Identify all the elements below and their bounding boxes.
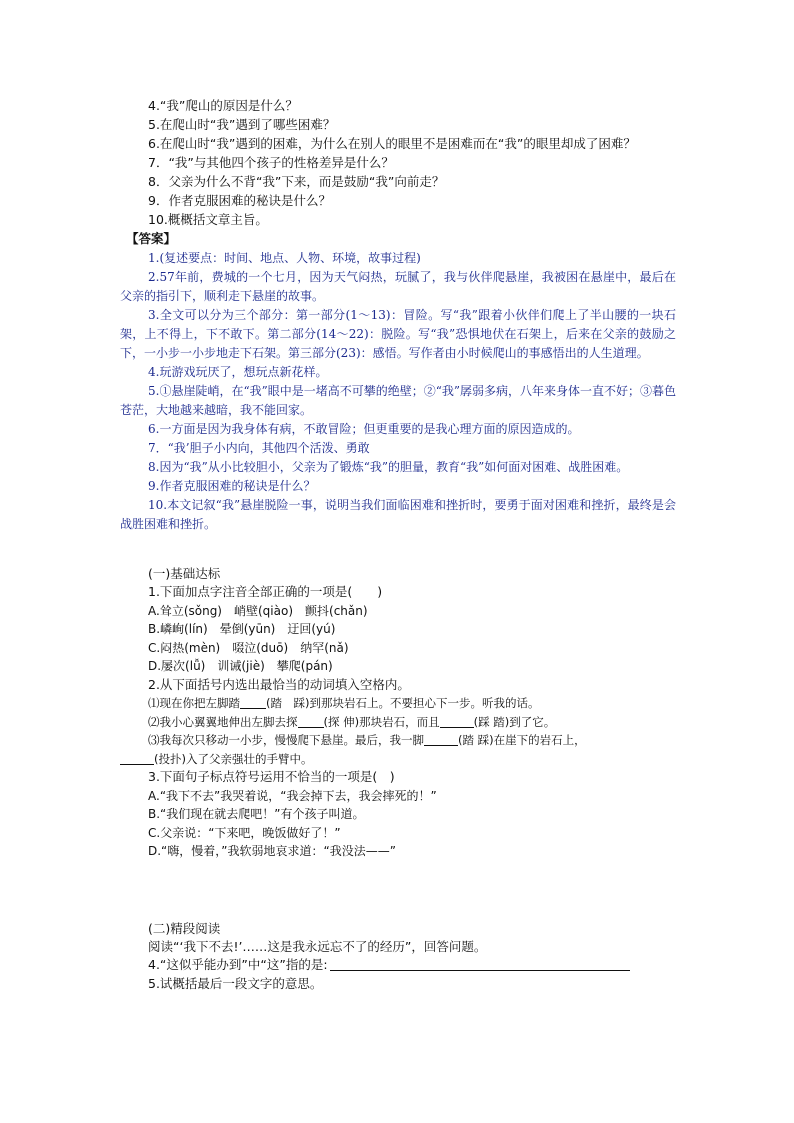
question-7: 7．“我”与其他四个孩子的性格差异是什么？ bbox=[148, 155, 394, 170]
option-word: 晕倒(yūn) bbox=[219, 622, 276, 636]
fill-blank[interactable] bbox=[440, 715, 474, 728]
section-title-reading: (二)精段阅读 bbox=[148, 920, 221, 936]
exercise-3-question: 3.下面句子标点符号运用不恰当的一项是( ) bbox=[148, 769, 395, 784]
answer-heading: 【答案】 bbox=[126, 231, 177, 246]
fill-blank[interactable] bbox=[240, 696, 266, 709]
sentence-part: (踏 踩)在崖下的岩石上， bbox=[458, 733, 586, 747]
exercise-1-option-c bbox=[120, 639, 676, 658]
sentence-part: ⑴现在你把左脚踏 bbox=[148, 696, 240, 710]
question-9: 9．作者克服困难的秘诀是什么？ bbox=[148, 193, 331, 208]
fill-blank[interactable] bbox=[298, 715, 324, 728]
question-10: 10.概概括文章主旨。 bbox=[148, 212, 268, 227]
exercise-1-option-a bbox=[120, 602, 676, 621]
sentence-part: ⑵我小心翼翼地伸出左脚去探 bbox=[148, 714, 298, 729]
sentence-part: (探 伸)那块岩石，而且 bbox=[323, 714, 440, 729]
option-word: D.屡次(lǚ) bbox=[148, 659, 206, 673]
document-page bbox=[120, 96, 676, 993]
exercise-1-option-b bbox=[120, 620, 676, 639]
reading-question-5: 5.试概括最后一段文字的意思。 bbox=[148, 975, 323, 991]
answer-list bbox=[120, 249, 676, 534]
exercise-2-item-3-cont bbox=[120, 750, 676, 769]
reading-question-4 bbox=[120, 956, 676, 975]
exercise-2-item-1 bbox=[120, 694, 676, 713]
answer-8: 8.因为“我”从小比较胆小，父亲为了锻炼“我”的胆量，教育“我”如何面对困难、战胜困难。 bbox=[148, 460, 629, 474]
answer-7: 7．“我’胆子小内向，其他四个活泼、勇敢 bbox=[148, 441, 370, 455]
question-6: 6.在爬山时“我”遇到的困难，为什么在别人的眼里不是困难而在“我”的眼里却成了困难？ bbox=[148, 136, 636, 151]
sentence-part: (踏 踩)到那块岩石上。不要担心下一步。听我的话。 bbox=[266, 696, 540, 710]
exercise-2-item-3 bbox=[120, 731, 676, 750]
exercise-2-question: 2.从下面括号内选出最恰当的动词填入空格内。 bbox=[148, 676, 410, 692]
answer-9: 9.作者克服困难的秘诀是什么？ bbox=[148, 479, 316, 493]
option-word: C.闷热(mèn) bbox=[148, 640, 221, 655]
question-list bbox=[120, 96, 676, 229]
answer-6: 6.一方面是因为我身体有病，不敢冒险；但更重要的是我心理方面的原因造成的。 bbox=[148, 422, 580, 436]
question-text: 4.“这似乎能办到”中“这”指的是: bbox=[148, 957, 328, 972]
sentence-part: (踩 踏)到了它。 bbox=[473, 714, 556, 729]
answer-4: 4.玩游戏玩厌了，想玩点新花样。 bbox=[148, 365, 328, 379]
option-word: 颤抖(chǎn) bbox=[305, 603, 368, 618]
question-8: 8．父亲为什么不背“我”下来，而是鼓励“我”向前走？ bbox=[148, 174, 445, 189]
exercise-2-item-2 bbox=[120, 713, 676, 732]
section-title-basic: (一)基础达标 bbox=[148, 566, 221, 581]
option-word: 攀爬(pán) bbox=[276, 659, 333, 673]
option-word: B.嶙峋(lín) bbox=[148, 622, 208, 636]
answer-1: 1.(复述要点：时间、地点、人物、环境，故事过程) bbox=[148, 251, 421, 265]
exercise-3-option-c: C.父亲说：“下来吧，晚饭做好了！” bbox=[148, 825, 341, 840]
answer-10: 10.本文记叙“我”悬崖脱险一事，说明当我们面临困难和挫折时，要勇于面对困难和挫折，最终是会战胜困难和挫折。 bbox=[120, 498, 676, 531]
exercise-3-option-b: B.“我们现在就去爬吧！”有个孩子叫道。 bbox=[148, 807, 365, 821]
question-4: 4.“我”爬山的原因是什么？ bbox=[148, 98, 298, 113]
sentence-part: (投扑)入了父亲强壮的手臂中。 bbox=[154, 751, 313, 766]
section-basic bbox=[120, 564, 676, 861]
exercise-1-option-d bbox=[120, 657, 676, 676]
sentence-part: ⑶我每次只移动一小步，慢慢爬下悬崖。最后，我一脚 bbox=[148, 733, 424, 747]
option-word: 迂回(yú) bbox=[287, 622, 336, 636]
fill-blank[interactable] bbox=[424, 733, 458, 746]
option-word: A.耸立(sǒng) bbox=[148, 603, 222, 618]
answer-5: 5.①悬崖陡峭，在“我”眼中是一堵高不可攀的绝壁；②“我”孱弱多病，八年来身体一直不好；③暮色苍茫，大地越来越暗，我不能回家。 bbox=[120, 384, 676, 417]
section-reading bbox=[120, 919, 676, 994]
option-word: 训诫(jiè) bbox=[217, 659, 265, 673]
answer-2: 2.57年前，费城的一个七月，因为天气闷热，玩腻了，我与伙伴爬悬崖，我被困在悬崖中，最后在父亲的指引下，顺利走下悬崖的故事。 bbox=[120, 270, 676, 303]
exercise-3-option-a: A.“我下不去”我哭着说，“我会掉下去，我会摔死的！” bbox=[148, 788, 437, 803]
option-word: 峭壁(qiào) bbox=[234, 603, 294, 618]
answer-line[interactable] bbox=[330, 958, 630, 971]
exercise-3-option-d: D.“嗨，慢着，”我软弱地哀求道：“我没法——” bbox=[148, 844, 396, 858]
option-word: 啜泣(duō) bbox=[232, 640, 289, 655]
option-word: 纳罕(nǎ) bbox=[300, 640, 349, 655]
question-5: 5.在爬山时“我”遇到了哪些困难？ bbox=[148, 117, 336, 132]
answer-3: 3.全文可以分为三个部分：第一部分(1～13)：冒险。写“我”跟着小伙伴们爬上了半山腰的一块石架，上不得上，下不敢下。第二部分(14～22)：脱险。写“我”恐惧地伏在石架上，后来在父亲的鼓励之下，一小步一小步地走下石架。第三部分(23)：感悟。写作者由小时候爬山的事感悟出的人生道理。 bbox=[120, 308, 676, 360]
reading-intro: 阅读“‘我下不去!’……这是我永远忘不了的经历”，回答问题。 bbox=[148, 938, 487, 954]
exercise-1-question: 1.下面加点字注音全部正确的一项是( ) bbox=[148, 584, 383, 599]
fill-blank[interactable] bbox=[120, 752, 154, 765]
